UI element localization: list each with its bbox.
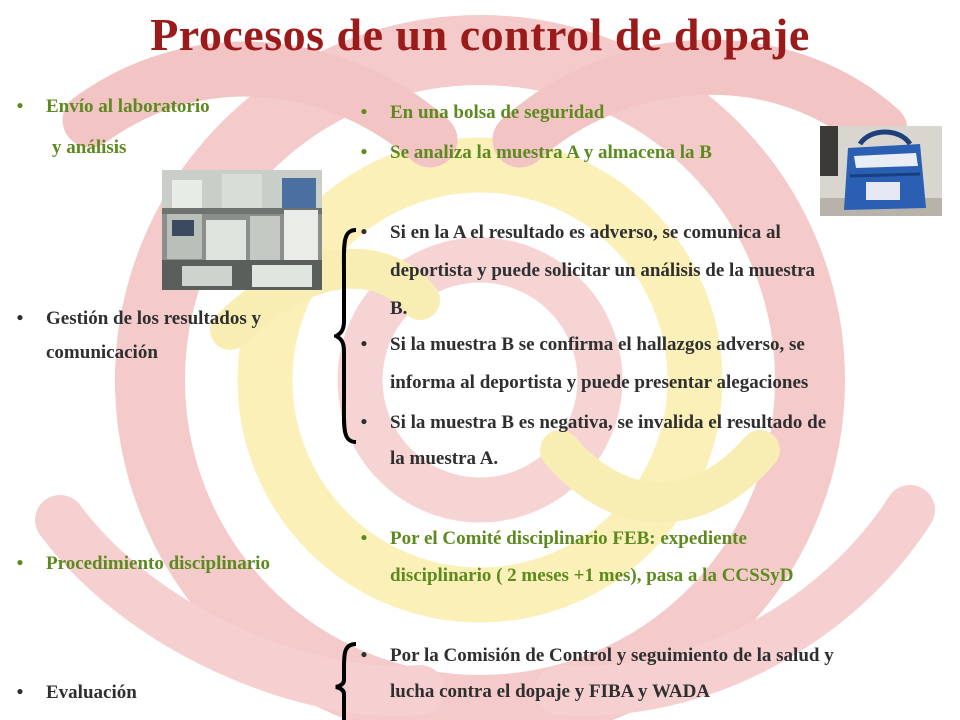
left-item-evaluacion-text: Evaluación: [46, 682, 137, 703]
left-item-envio-cont: [52, 129, 126, 167]
bullet-icon: •: [360, 645, 368, 666]
left-item-envio: [16, 88, 210, 126]
right-item-adverso-cont: [390, 252, 815, 290]
right-item-comision-cont: [390, 673, 710, 711]
right-item-negativa: [360, 404, 827, 442]
right-item-comite-cont: [390, 557, 794, 595]
left-item-evaluacion: [16, 674, 137, 712]
bullet-icon: •: [16, 308, 24, 329]
page-title: Procesos de un control de dopaje: [150, 9, 810, 60]
right-item-adverso-line2: deportista y puede solicitar un análisis de la muestra: [390, 260, 816, 281]
right-item-confirma-cont: [390, 364, 808, 402]
right-item-analiza: [360, 134, 712, 172]
left-item-procedimiento: [16, 545, 270, 583]
right-item-bolsa-text: En una bolsa de seguridad: [390, 102, 605, 123]
bullet-icon: •: [16, 553, 24, 574]
right-item-confirma-line2: informa al deportista y puede presentar alegaciones: [390, 372, 809, 393]
bullet-icon: •: [360, 528, 368, 549]
left-item-procedimiento-text: Procedimiento disciplinario: [46, 553, 270, 574]
right-item-adverso-line3: B.: [390, 298, 408, 319]
right-item-confirma-line1: Si la muestra B se confirma el hallazgos adverso, se: [390, 334, 805, 355]
left-item-gestion-line2: comunicación: [46, 342, 158, 363]
left-item-gestion: [16, 300, 262, 338]
security-bag-photo: [820, 126, 942, 216]
left-item-envio-line1: Envío al laboratorio: [46, 96, 210, 117]
bullet-icon: •: [16, 682, 24, 703]
right-item-comite-line1: Por el Comité disciplinario FEB: expediente: [390, 528, 747, 549]
bullet-icon: •: [360, 412, 368, 433]
right-item-negativa-cont: [390, 440, 498, 478]
right-item-comision-line1: Por la Comisión de Control y seguimiento de la salud y: [390, 645, 834, 666]
right-item-adverso-line1: Si en la A el resultado es adverso, se comunica al: [390, 222, 781, 243]
right-item-negativa-line1: Si la muestra B es negativa, se invalida el resultado de: [390, 412, 827, 433]
right-item-bolsa: [360, 94, 605, 132]
left-item-gestion-cont: [46, 334, 158, 372]
right-item-comite: [360, 520, 747, 558]
bullet-icon: •: [16, 96, 24, 117]
right-item-comision: [360, 637, 834, 675]
right-item-analiza-text: Se analiza la muestra A y almacena la B: [390, 142, 712, 163]
right-item-adverso-cont2: [390, 290, 407, 328]
right-item-negativa-line2: la muestra A.: [390, 448, 499, 469]
right-item-adverso: [360, 214, 781, 252]
laboratory-photo: [162, 170, 322, 290]
bullet-icon: •: [360, 334, 368, 355]
right-item-comision-line2: lucha contra el dopaje y FIBA y WADA: [390, 681, 711, 702]
left-item-gestion-line1: Gestión de los resultados y: [46, 308, 262, 329]
right-item-comite-line2: disciplinario ( 2 meses +1 mes), pasa a la CCSSyD: [390, 565, 794, 586]
bullet-icon: •: [360, 142, 368, 163]
bullet-icon: •: [360, 102, 368, 123]
right-item-confirma: [360, 326, 805, 364]
left-item-envio-line2: y análisis: [52, 137, 127, 158]
bullet-icon: •: [360, 222, 368, 243]
